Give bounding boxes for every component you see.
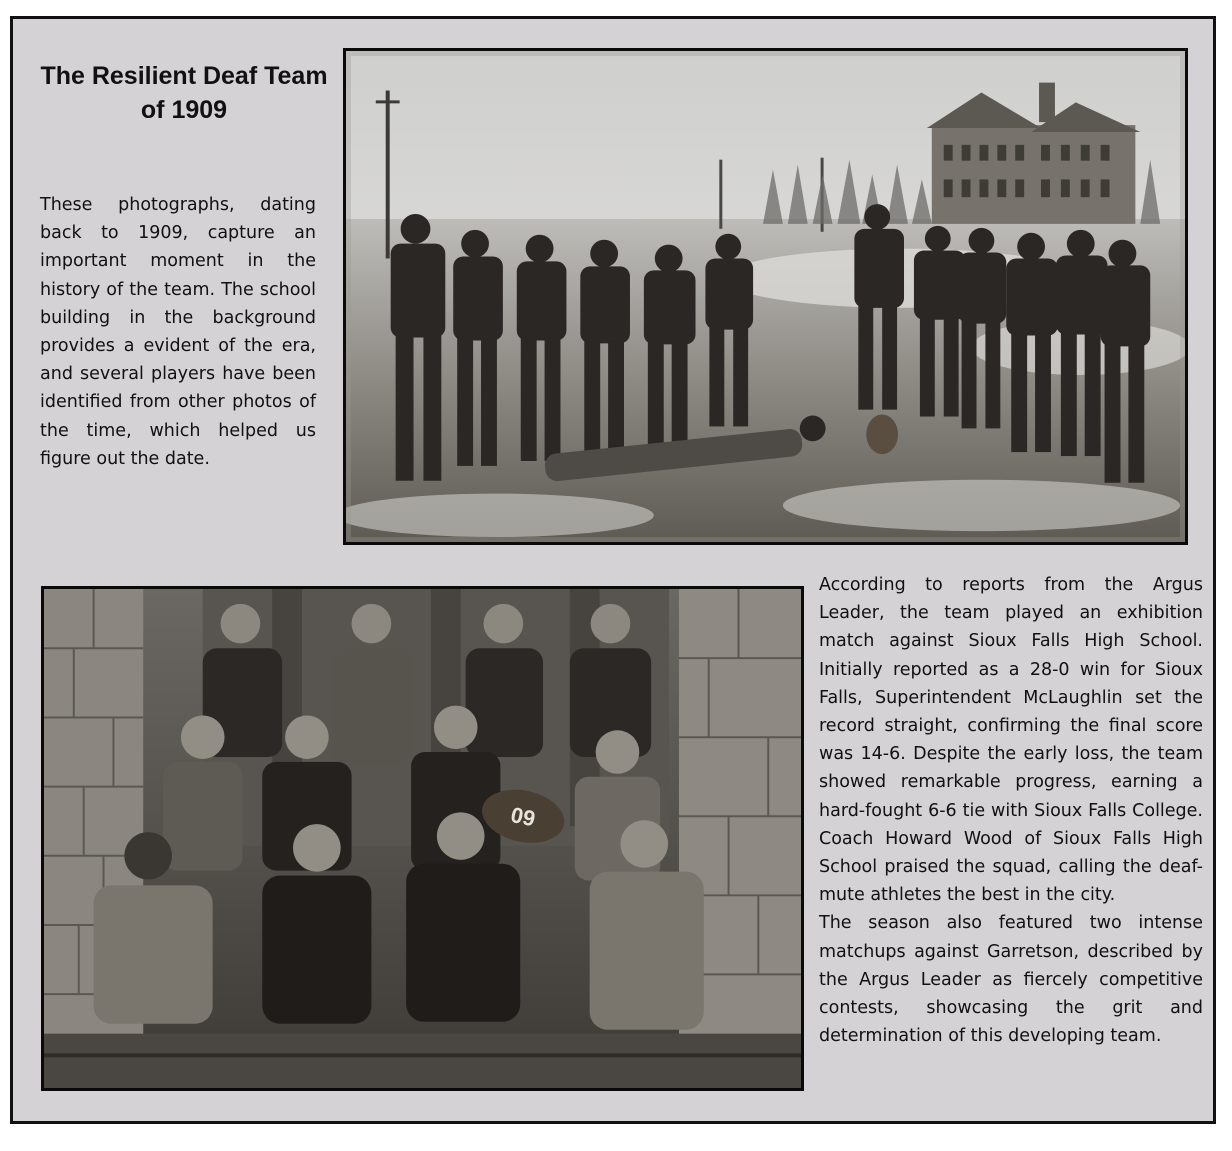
report-section xyxy=(819,571,1203,1050)
team-photo-image xyxy=(44,589,801,1088)
page-title: The Resilient Deaf Team of 1909 xyxy=(40,62,328,124)
report-paragraph: According to reports from the Argus Leader, the team played an exhibition match against Sioux Falls High School. Initially reported as a 28-0 win for Sioux Falls, Superintendent McLaughlin set the record straight, confirming the final score was 14-6. Despite the early loss, the team showed remarkable progress, earning a hard-fought 6-6 tie with Sioux Falls College. Coach Howard Wood of Sioux Falls High School praised the squad, calling the deaf-mute athletes the best in the city. xyxy=(819,575,1203,906)
field-photo-image xyxy=(346,51,1185,542)
exhibit-panel xyxy=(10,16,1216,1124)
football-label: 09 xyxy=(508,801,538,832)
team-photo xyxy=(41,586,804,1091)
field-photo xyxy=(343,48,1188,545)
season-paragraph: The season also featured two intense matchups against Garretson, described by the Argus Leader as fiercely competitive contests, showcasing the grit and determination of this developing team. xyxy=(819,913,1203,1047)
intro-paragraph: These photographs, dating back to 1909, capture an important moment in the history of the team. The school building in the background provides a evident of the era, and several players have been identified from other photos of the time, which helped us figure out the date. xyxy=(40,195,316,469)
